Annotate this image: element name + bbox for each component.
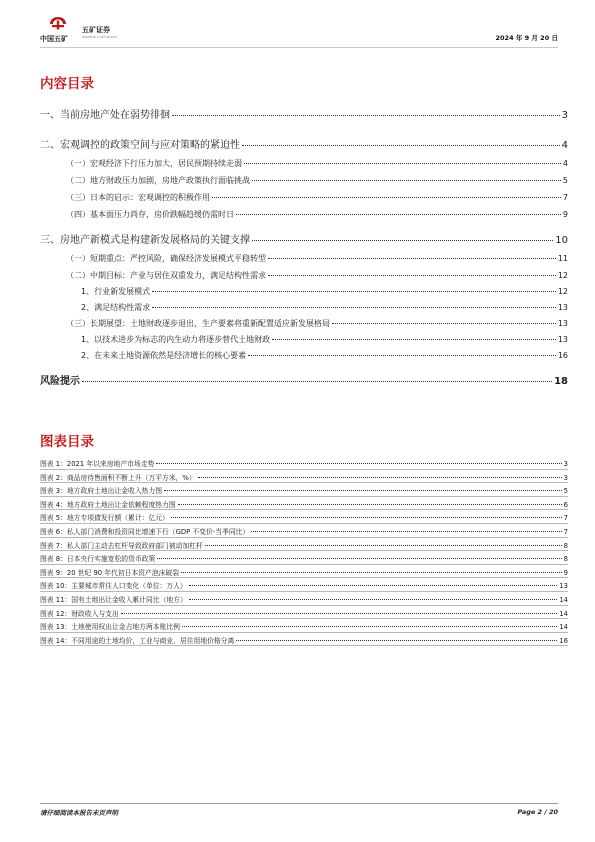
leader-dots bbox=[268, 275, 556, 276]
figure-row-rule bbox=[40, 482, 568, 483]
page-number: Page 2 / 20 bbox=[517, 808, 558, 816]
header-divider bbox=[40, 47, 558, 48]
figure-entry-page: 5 bbox=[563, 487, 568, 496]
figure-entry-page: 8 bbox=[563, 541, 568, 550]
figure-entry-page: 8 bbox=[563, 555, 568, 564]
figure-entry-label: 图表 11：国有土地出让金收入累计同比（地方） bbox=[40, 596, 187, 604]
figure-entry-label: 图表 7：私人部门主动去杠杆导致政府部门被动加杠杆 bbox=[40, 541, 203, 550]
toc-entry-page: 12 bbox=[557, 287, 568, 296]
leader-dots bbox=[248, 355, 556, 356]
leader-dots bbox=[252, 240, 553, 241]
leader-dots bbox=[189, 585, 558, 586]
figure-entry-page: 14 bbox=[559, 596, 568, 604]
toc-entry-page: 4 bbox=[562, 159, 568, 168]
toc-entry[interactable] bbox=[66, 158, 568, 169]
leader-dots bbox=[268, 258, 556, 259]
leader-dots bbox=[164, 490, 562, 491]
figure-entry-page: 14 bbox=[559, 623, 568, 632]
toc-entry-page: 12 bbox=[557, 271, 568, 280]
report-date: 2024 年 9 月 20 日 bbox=[495, 34, 558, 42]
figure-row-rule bbox=[40, 564, 568, 565]
toc-entry-label: 二、宏观调控的政策空间与应对策略的紧迫性 bbox=[40, 140, 240, 151]
toc-entry[interactable] bbox=[66, 192, 568, 203]
toc-entry-page: 13 bbox=[557, 319, 568, 328]
figure-row-rule bbox=[40, 550, 568, 551]
figure-entry[interactable] bbox=[40, 512, 568, 522]
leader-dots bbox=[272, 339, 556, 340]
figure-entry[interactable] bbox=[40, 458, 568, 468]
figure-entry-page: 14 bbox=[559, 609, 568, 618]
leader-dots bbox=[212, 197, 561, 198]
figure-row-rule bbox=[40, 645, 568, 646]
leader-dots bbox=[178, 504, 562, 505]
leader-dots bbox=[252, 180, 561, 181]
toc-entry[interactable] bbox=[66, 270, 568, 281]
figure-row-rule bbox=[40, 509, 568, 510]
toc-entry-page: 4 bbox=[561, 140, 568, 151]
figure-row-rule bbox=[40, 591, 568, 592]
leader-dots bbox=[236, 640, 557, 641]
figure-row-rule bbox=[40, 523, 568, 524]
toc-entry-page: 9 bbox=[562, 210, 568, 219]
leader-dots bbox=[152, 291, 556, 292]
toc-entry-label: （一）宏观经济下行压力加大，居民预期持续走弱 bbox=[66, 159, 242, 168]
figure-entry[interactable] bbox=[40, 621, 568, 631]
figure-entry[interactable] bbox=[40, 526, 568, 536]
toc-entry[interactable] bbox=[40, 136, 568, 151]
toc-entry-label: 2、满足结构性需求 bbox=[81, 303, 151, 312]
toc-entry[interactable] bbox=[81, 334, 568, 345]
figure-entry[interactable] bbox=[40, 485, 568, 495]
figure-entry-label: 图表 9：20 世纪 90 年代初日本资产泡沫破裂 bbox=[40, 568, 180, 577]
company-logo bbox=[40, 14, 80, 46]
toc-entry-page: 10 bbox=[555, 235, 568, 246]
leader-dots bbox=[82, 381, 552, 382]
leader-dots bbox=[205, 545, 562, 546]
figure-entry-page: 3 bbox=[563, 473, 568, 482]
figure-entry-page: 3 bbox=[563, 460, 568, 468]
toc-entry[interactable] bbox=[66, 318, 568, 329]
contents-title: 内容目录 bbox=[40, 76, 94, 92]
toc-entry-label: 1、行业新发展模式 bbox=[81, 287, 151, 296]
toc-entry-label: 风险提示 bbox=[40, 376, 80, 387]
toc-entry[interactable] bbox=[81, 286, 568, 297]
toc-entry-label: （四）基本面压力尚存，房价跌幅趋缓仍需时日 bbox=[66, 210, 234, 219]
figure-entry-page: 9 bbox=[563, 568, 568, 577]
figure-entry[interactable] bbox=[40, 635, 568, 645]
footer-disclaimer: 请仔细阅读本报告末页声明 bbox=[40, 809, 118, 817]
figure-entry-page: 7 bbox=[563, 528, 568, 536]
toc-entry[interactable] bbox=[66, 175, 568, 186]
leader-dots bbox=[251, 531, 561, 532]
toc-entry-page: 13 bbox=[557, 303, 568, 312]
page-header bbox=[40, 14, 558, 46]
leader-dots bbox=[121, 613, 558, 614]
figure-row-rule bbox=[40, 632, 568, 633]
brand-name: 五矿证券 bbox=[82, 26, 110, 34]
figure-entry[interactable] bbox=[40, 608, 568, 618]
figure-entry-label: 图表 12：财政收入与支出 bbox=[40, 609, 119, 618]
figure-entry-label: 图表 3：地方政府土地出让金收入热力图 bbox=[40, 487, 163, 496]
toc-entry-label: 2、在未来土地资源依然是经济增长的核心要素 bbox=[81, 351, 247, 360]
toc-entry[interactable] bbox=[66, 253, 568, 264]
logo-text: 中国五矿 bbox=[40, 35, 68, 43]
figure-entry-page: 6 bbox=[563, 500, 568, 509]
toc-entry-label: 一、当前房地产处在弱势徘徊 bbox=[40, 110, 170, 121]
brand-subtitle: MINMETALS SECURITIES bbox=[82, 36, 118, 39]
toc-entry[interactable] bbox=[40, 106, 568, 121]
toc-entry-page: 13 bbox=[557, 335, 568, 344]
toc-entry[interactable] bbox=[81, 302, 568, 313]
figure-row-rule bbox=[40, 537, 568, 538]
toc-entry-page: 11 bbox=[557, 254, 568, 263]
leader-dots bbox=[242, 145, 560, 146]
logo-icon bbox=[49, 16, 67, 30]
figure-entry-label: 图表 5：地方专项债发行额（累计：亿元） bbox=[40, 514, 169, 523]
figure-row-rule bbox=[40, 577, 568, 578]
leader-dots bbox=[189, 599, 558, 600]
leader-dots bbox=[332, 323, 556, 324]
toc-entry-label: （二）地方财政压力加剧，房地产政策执行面临挑战 bbox=[66, 176, 250, 185]
toc-entry[interactable] bbox=[66, 209, 568, 220]
toc-entry-page: 16 bbox=[557, 351, 568, 360]
leader-dots bbox=[152, 307, 556, 308]
leader-dots bbox=[182, 626, 557, 627]
figure-entry-label: 图表 6：私人部门消费和投资同比增速下行（GDP 不变价-当季同比） bbox=[40, 528, 250, 536]
figure-entry-label: 图表 14：不同用途的土地均价，工业与商业、居住用地价格分离 bbox=[40, 636, 235, 645]
figure-entry-label: 图表 13：土地使用权出让金占地方两本账比例 bbox=[40, 623, 180, 632]
toc-entry-label: 三、房地产新模式是构建新发展格局的关键支撑 bbox=[40, 235, 250, 246]
figure-entry-page: 7 bbox=[563, 514, 568, 523]
figure-row-rule bbox=[40, 618, 568, 619]
figure-entry-label: 图表 10：主要城市常住人口变化（单位：万人） bbox=[40, 582, 187, 591]
figure-entry[interactable] bbox=[40, 580, 568, 590]
toc-entry-label: （三）长期展望：土地财政逐步退出，生产要素将重新配置适应新发展格局 bbox=[66, 319, 330, 328]
figure-row-rule bbox=[40, 605, 568, 606]
figure-entry[interactable] bbox=[40, 553, 568, 563]
toc-entry-label: （一）短期重点：严控风险，确保经济发展模式平稳转型 bbox=[66, 254, 266, 263]
leader-dots bbox=[236, 214, 561, 215]
toc-entry-page: 7 bbox=[562, 193, 568, 202]
toc-entry-label: （二）中期目标：产业与居住双重发力，满足结构性需求 bbox=[66, 271, 266, 280]
figure-entry[interactable] bbox=[40, 540, 568, 550]
toc-entry[interactable] bbox=[40, 372, 568, 387]
figure-entry-label: 图表 4：地方政府土地出让金依赖程度热力图 bbox=[40, 500, 176, 509]
leader-dots bbox=[181, 572, 562, 573]
figure-row-rule bbox=[40, 469, 568, 470]
figure-entry-label: 图表 1：2021 年以来房地产市场走势 bbox=[40, 460, 155, 468]
toc-entry[interactable] bbox=[81, 350, 568, 361]
figures-title: 图表目录 bbox=[40, 434, 94, 450]
leader-dots bbox=[244, 163, 561, 164]
footer-divider bbox=[40, 803, 558, 804]
figure-row-rule bbox=[40, 496, 568, 497]
leader-dots bbox=[156, 463, 561, 464]
figure-entry[interactable] bbox=[40, 567, 568, 577]
figure-entry-page: 13 bbox=[559, 582, 568, 591]
leader-dots bbox=[172, 115, 560, 116]
figure-entry-label: 图表 2：商品房待售面积不断上升（万平方米，%） bbox=[40, 473, 196, 482]
toc-entry-label: 1、以技术进步为标志的内生动力将逐步替代土地财政 bbox=[81, 335, 271, 344]
figure-entry-page: 16 bbox=[559, 636, 568, 645]
toc-entry-page: 3 bbox=[561, 110, 568, 121]
brand-block bbox=[82, 25, 117, 39]
toc-entry-page: 18 bbox=[554, 376, 568, 387]
toc-entry-label: （三）日本的启示：宏观调控的积极作用 bbox=[66, 193, 210, 202]
figure-entry[interactable] bbox=[40, 472, 568, 482]
figure-entry-label: 图表 8：日本央行实施宽松的货币政策 bbox=[40, 555, 156, 564]
toc-entry-page: 5 bbox=[562, 176, 568, 185]
leader-dots bbox=[171, 517, 562, 518]
figure-entry[interactable] bbox=[40, 499, 568, 509]
leader-dots bbox=[198, 477, 562, 478]
figure-entry[interactable] bbox=[40, 594, 568, 604]
leader-dots bbox=[157, 558, 561, 559]
toc-entry[interactable] bbox=[40, 231, 568, 246]
